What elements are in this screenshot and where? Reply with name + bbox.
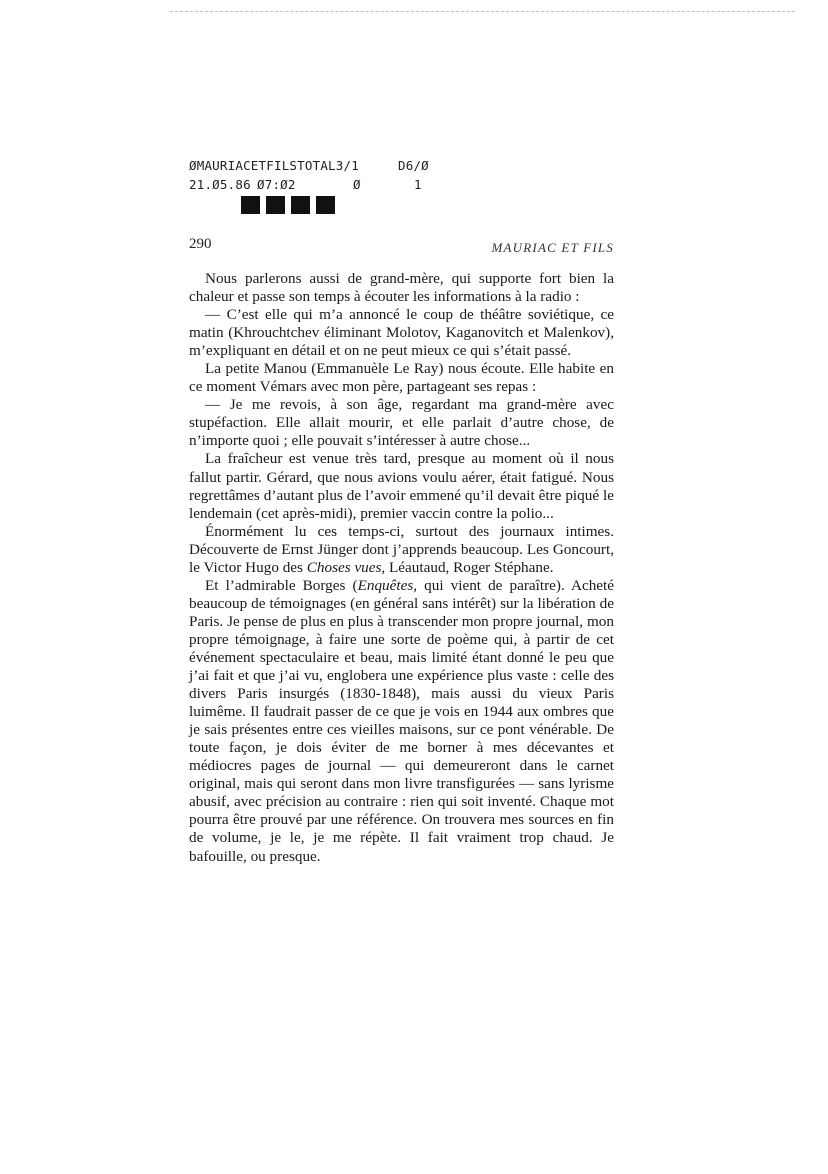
print-time: Ø7:Ø2 [257,177,296,192]
print-one-field: 1 [414,177,422,192]
registration-block [266,196,285,214]
paragraph-text: Léautaud, Roger Stéphane. [385,558,554,576]
typesetting-header [189,158,429,196]
paragraph [189,523,614,577]
print-zero-field: Ø [353,177,361,192]
book-title: Enquêtes, [357,576,418,594]
file-code: ØMAURIACETFILSTOTAL3/1 [189,158,359,173]
paragraph-dialogue: — C’est elle qui m’a annoncé le coup de théâtre soviétique, ce matin (Khrouchtchev éliminant Molotov, Kaganovitch et Malenkov), m’expliquant en détail et on ne peut mieux ce qui s’était passé. [189,306,614,360]
paragraph-text: Énormément lu ces temps-ci, surtout des journaux intimes. Découverte de Ernst Jünger dont j’apprends beaucoup. Les Goncourt, le Victor Hugo des [189,522,614,576]
paragraph [189,577,614,866]
paragraph-text: qui vient de paraître). Acheté beaucoup de témoignages (en général sans intérêt) sur la libération de Paris. Je pense de plus en plus à transcender mon propre journal, mon propre témoignage, à faire une sorte de poème qui, à partir de cet événement spectaculaire et beau, mais limité étant donné le peu que j’ai fait et que j’ai vu, englobera une expérience plus vaste : celle des divers Paris insurgés (1830-1848), mais aussi du vieux Paris luimême. Il faudrait passer de ce que je vois en 1944 aux ombres que je sais présentes entre ces vieilles maisons, sur ce pont vénérable. De toute façon, je dois éviter de me borner à mes décevantes et médiocres pages de journal — qui demeureront dans le carnet original, mais qui seront dans mon livre transfigurées — sans lyrisme abusif, avec précision au contraire : rien qui soit inventé. Chaque mot pourra être prouvé par une référence. On trouvera mes sources en fin de volume, je le, je me répète. Il fait vraiment trop chaud. Je bafouille, ou presque. [189,576,614,865]
paragraph: La fraîcheur est venue très tard, presque au moment où il nous fallut partir. Gérard, que nous avions voulu aérer, était fatigué. Nous regrettâmes d’autant plus de l’avoir emmené qu’il devait être piqué le lendemain (cet après-midi), premier vaccin contre la polio... [189,450,614,522]
paragraph: Nous parlerons aussi de grand-mère, qui supporte fort bien la chaleur et passe son temps à écouter les informations à la radio : [189,270,614,306]
registration-marks [241,196,335,214]
registration-block [316,196,335,214]
typesetting-header-line-2 [189,177,422,196]
book-title: Choses vues, [306,558,386,576]
running-head: MAURIAC ET FILS [491,240,614,255]
paragraph-text: Et l’admirable Borges ( [205,576,358,594]
paragraph-dialogue: — Je me revois, à son âge, regardant ma grand-mère avec stupéfaction. Elle allait mourir, et elle parlait d’autre chose, de n’importe quoi ; elle pouvait s’intéresser à autre chose... [189,396,614,450]
typesetting-header-line-1 [189,158,429,177]
registration-block [241,196,260,214]
print-date: 21.Ø5.86 [189,177,251,192]
page-number: 290 [189,236,212,252]
body-text [189,270,614,866]
registration-block [291,196,310,214]
top-dashed-rule [170,11,795,12]
paragraph: La petite Manou (Emmanuèle Le Ray) nous écoute. Elle habite en ce moment Vémars avec mon père, partageant ses repas : [189,360,614,396]
section-code: D6/Ø [398,158,429,173]
